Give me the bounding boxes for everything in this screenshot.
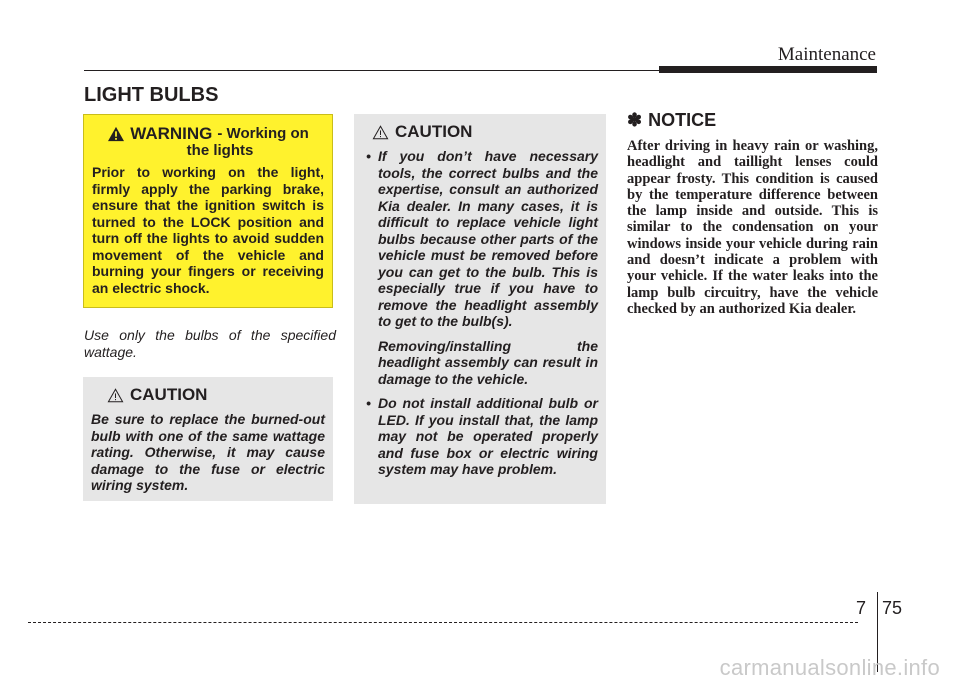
bullet: •	[366, 148, 371, 164]
chapter-number: 7	[856, 598, 867, 618]
bullet: •	[366, 395, 371, 411]
caution-list	[364, 148, 598, 478]
notice-header	[627, 110, 716, 131]
caution-box-wattage	[83, 377, 333, 501]
list-item	[364, 395, 598, 478]
list-item	[364, 148, 598, 387]
caution-label: CAUTION	[395, 122, 473, 141]
warning-subtitle-cont: the lights	[186, 142, 254, 159]
warning-subtitle: - Working on	[217, 125, 309, 142]
caution-label: CAUTION	[130, 385, 208, 404]
wattage-note: Use only the bulbs of the specified wattage.	[84, 327, 336, 360]
section-heading: LIGHT BULBS	[84, 84, 219, 106]
caution-item-text: Removing/installing the headlight assembly can result in damage to the vehicle.	[378, 337, 598, 387]
caution-body: Be sure to replace the burned-out bulb with one of the same wattage rating. Otherwise, it may cause damage to the fuse or electric wiring system.	[91, 411, 325, 493]
notice-icon: ✽	[627, 110, 643, 130]
notice-body: After driving in heavy rain or washing, headlight and taillight lenses could appear frosty. This condition is caused by the temperature difference between the lamp inside and outside. This is similar to the condensation on your windows inside your vehicle during rain and doesn’t indicate a problem with your vehicle. If the water leaks into the lamp bulb circuitry, have the vehicle checked by an authorized Kia dealer.	[627, 138, 878, 317]
header-title: Maintenance	[777, 44, 876, 65]
notice-label: NOTICE	[648, 110, 717, 130]
header-rule	[84, 70, 664, 71]
warning-header	[92, 125, 324, 143]
caution-box-tools	[354, 114, 606, 504]
caution-item-text: If you don’t have necessary tools, the correct bulbs and the expertise, consult an authorized Kia dealer. In many cases, it is difficult to replace vehicle light bulbs because other parts of the vehicle must be removed before you can get to the bulb. This is especially true if you have to remove the headlight assembly to get to the bulb(s).	[378, 148, 598, 329]
page-number: 75	[882, 598, 903, 618]
caution-icon	[107, 388, 124, 403]
warning-label: WARNING	[130, 124, 213, 143]
header-rule-accent	[659, 66, 877, 73]
caution-header	[107, 385, 325, 405]
watermark: carmanualsonline.info	[719, 655, 940, 680]
caution-icon	[372, 125, 389, 140]
caution-item-text: Do not install additional bulb or LED. If you install that, the lamp may not be operated properly and fuse box or electric wiring system may have problem.	[378, 395, 598, 477]
caution-header	[372, 122, 598, 142]
warning-icon	[107, 126, 125, 142]
warning-body: Prior to working on the light, firmly apply the parking brake, ensure that the ignition switch is turned to the LOCK position and turn off the lights to avoid sudden movement of the vehicle and burning your fingers or receiving an electric shock.	[92, 164, 324, 296]
warning-box	[83, 114, 333, 308]
footer-rule	[28, 622, 858, 623]
